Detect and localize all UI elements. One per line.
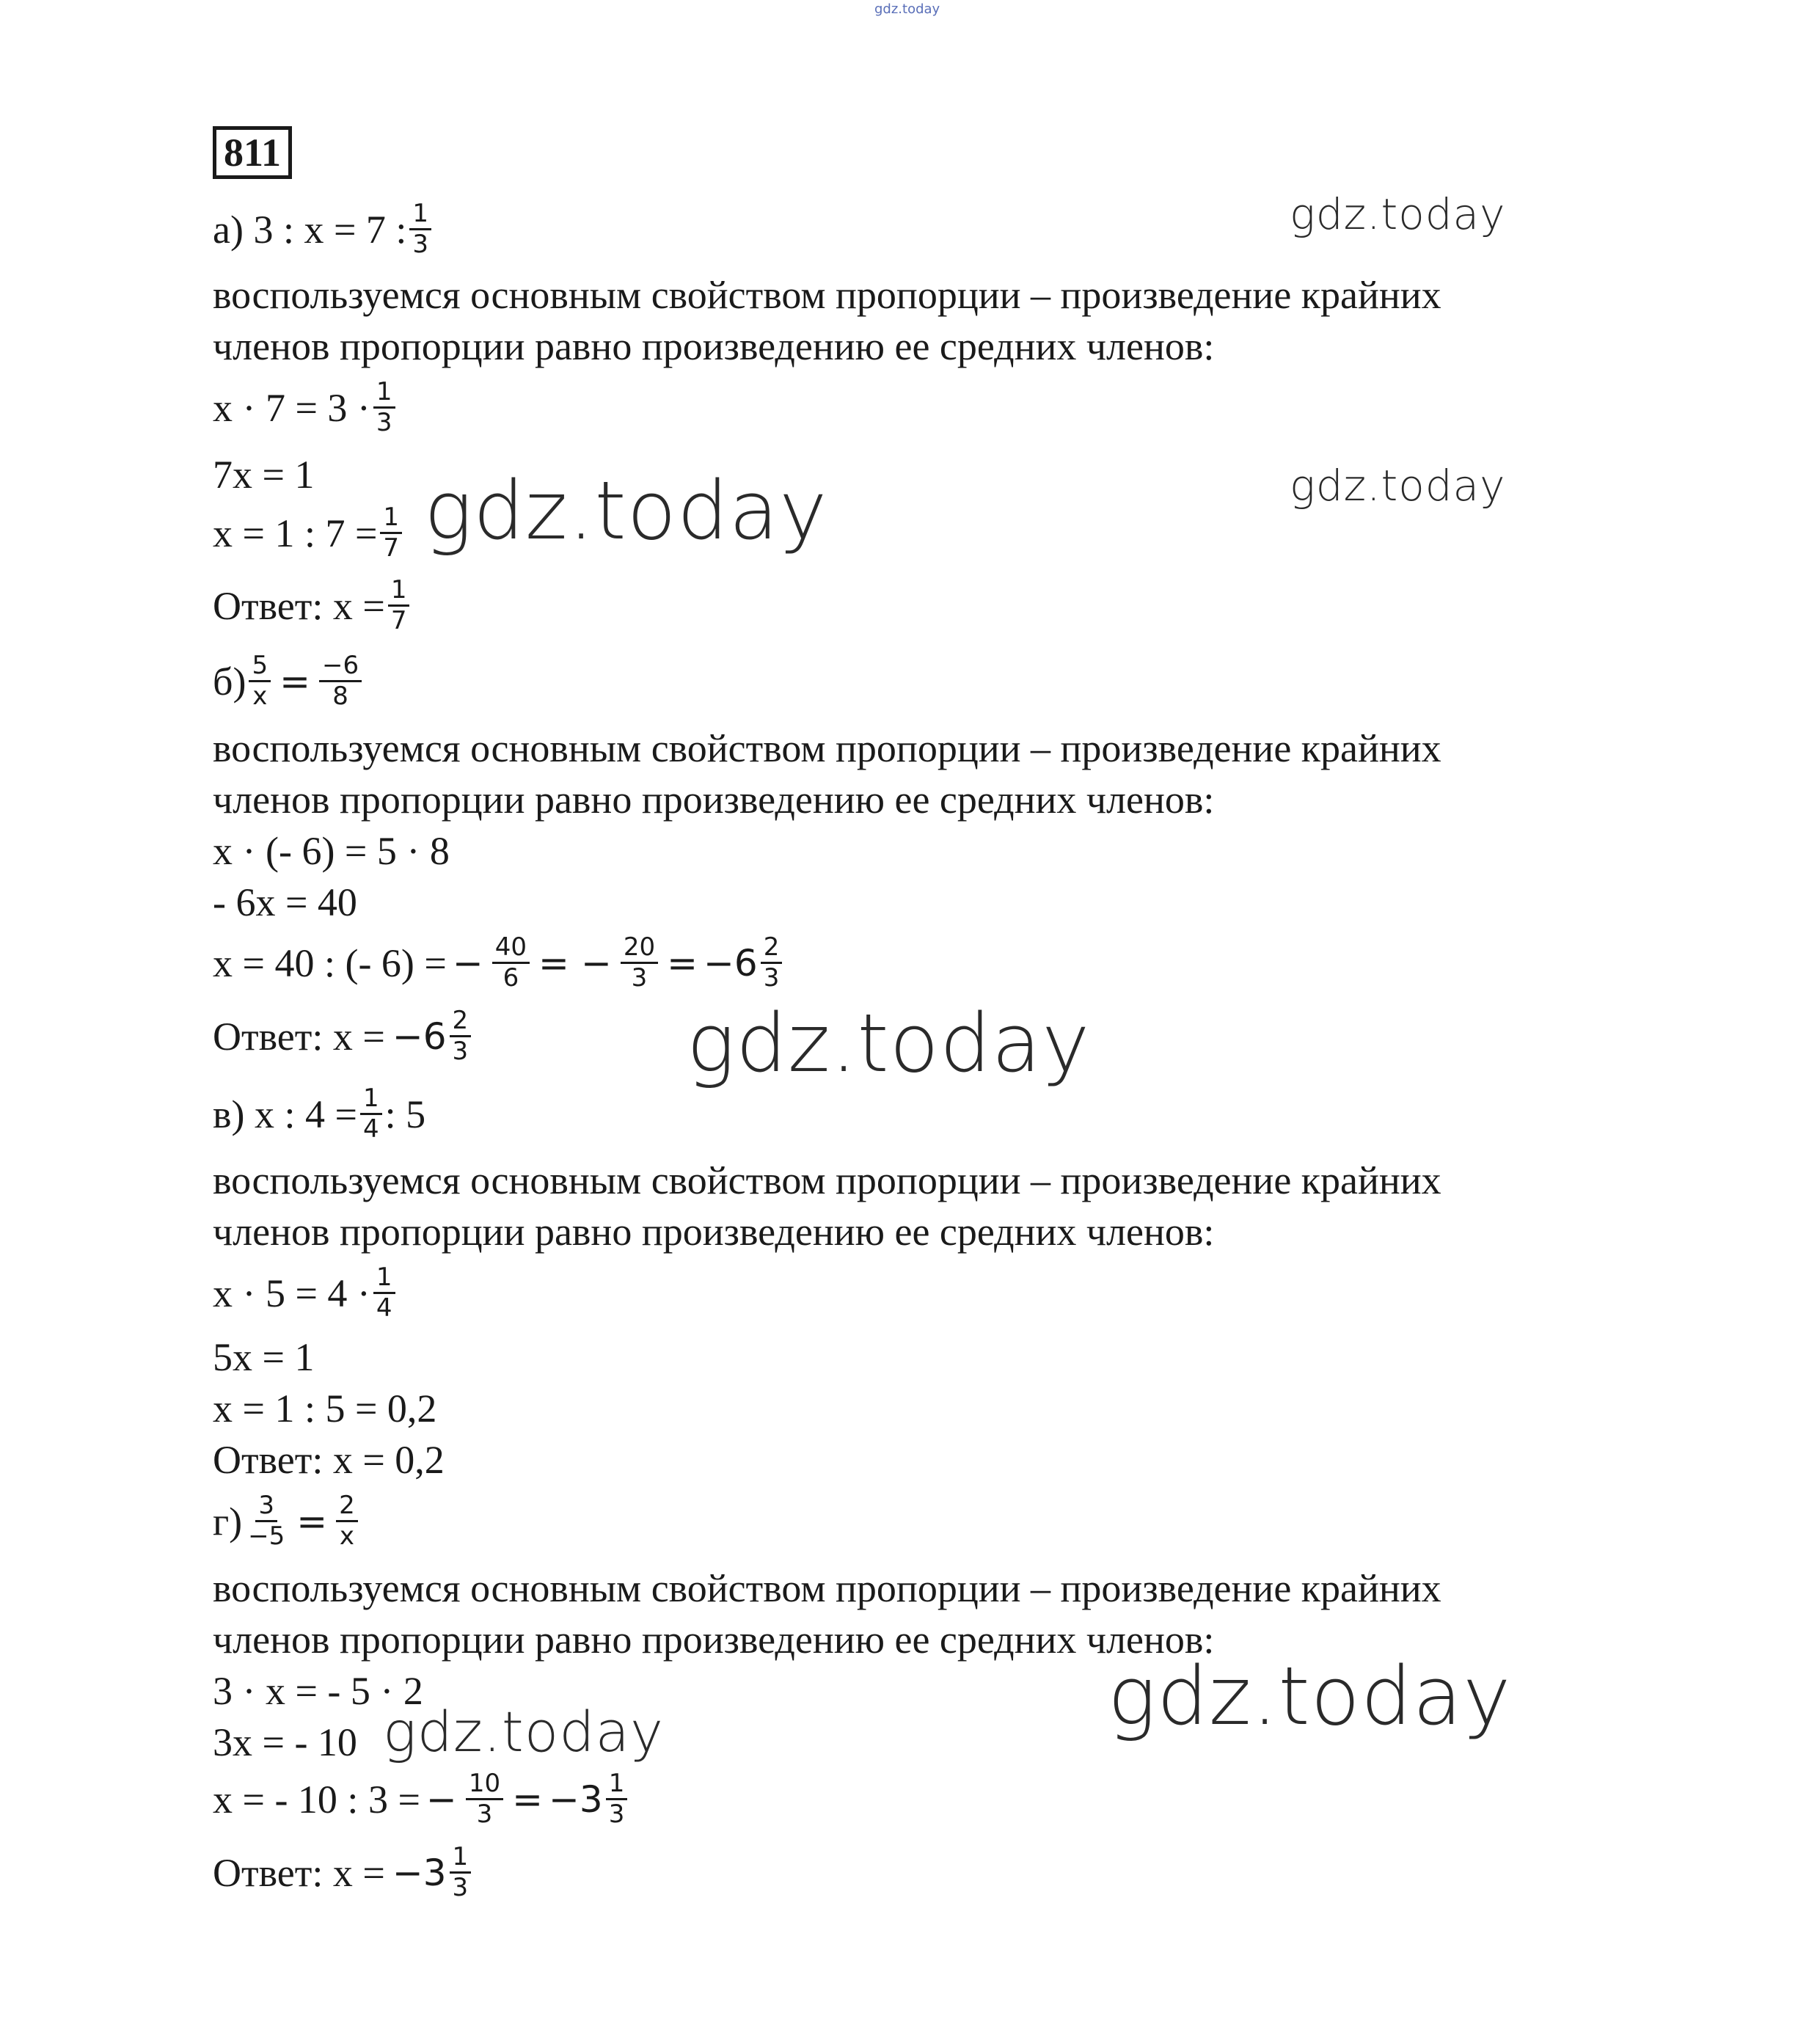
equation: x = 1 : 7 = $\frac{1}{7}$	[213, 503, 405, 563]
fraction: $\frac{20}{3}$	[621, 933, 658, 993]
property-text: воспользуемся основным свойством пропорции – произведение крайних	[213, 1158, 1441, 1202]
property-text: членов пропорции равно произведению ее средних членов:	[213, 778, 1215, 822]
part-b-condition: б) $\frac{5}{x}$ = $\frac{-6}{8}$	[213, 651, 365, 711]
property-text: членов пропорции равно произведению ее средних членов:	[213, 1210, 1215, 1254]
fraction: $\frac{1}{7}$	[388, 576, 410, 635]
mixed-number: −3 $\frac{1}{3}$	[549, 1769, 630, 1829]
answer: Ответ: x = −3 $\frac{1}{3}$	[213, 1843, 474, 1902]
fraction: $\frac{10}{3}$	[466, 1769, 503, 1829]
mixed-number: −3 $\frac{1}{3}$	[392, 1843, 474, 1902]
fraction: $\frac{1}{3}$	[373, 378, 395, 437]
answer: Ответ: x = $\frac{1}{7}$	[213, 576, 412, 635]
equation: 5x = 1	[213, 1335, 315, 1379]
part-a-label: а) 3 : x = 7 :	[213, 207, 407, 252]
property-text: воспользуемся основным свойством пропорции – произведение крайних	[213, 273, 1441, 317]
property-text: членов пропорции равно произведению ее средних членов:	[213, 324, 1215, 368]
watermark: gdz.today	[687, 996, 1091, 1090]
fraction: $\frac{1}{4}$	[360, 1084, 382, 1144]
equation: x · 5 = 4 · $\frac{1}{4}$	[213, 1263, 398, 1323]
watermark-top: gdz.today	[874, 1, 940, 17]
part-d-condition: г) $\frac{3}{-5}$ = $\frac{2}{x}$	[213, 1491, 361, 1551]
equation: x · 7 = 3 · $\frac{1}{3}$	[213, 378, 398, 437]
equation: 3x = - 10	[213, 1720, 357, 1764]
fraction: $\frac{40}{6}$	[492, 933, 530, 993]
watermark: gdz.today	[424, 464, 828, 558]
property-text: воспользуемся основным свойством пропорции – произведение крайних	[213, 726, 1441, 770]
part-c-condition: в) x : 4 = $\frac{1}{4}$ : 5	[213, 1084, 426, 1144]
answer: Ответ: x = 0,2	[213, 1438, 445, 1482]
watermark: gdz.today	[1290, 189, 1506, 239]
equation: x = 40 : (- 6) = − $\frac{40}{6}$ = − $\frac{20}{3}$ = −6 $\frac{2}{3}$	[213, 933, 785, 993]
mixed-number: −6 $\frac{2}{3}$	[703, 933, 785, 993]
fraction: $\frac{3}{-5}$	[248, 1491, 285, 1552]
property-text: членов пропорции равно произведению ее средних членов:	[213, 1618, 1215, 1662]
property-text: воспользуемся основным свойством пропорции – произведение крайних	[213, 1566, 1441, 1610]
watermark: gdz.today	[1108, 1649, 1512, 1743]
mixed-number: −6 $\frac{2}{3}$	[392, 1006, 474, 1066]
equation: 7x = 1	[213, 453, 315, 497]
fraction: $\frac{1}{3}$	[409, 200, 431, 259]
answer: Ответ: x = −6 $\frac{2}{3}$	[213, 1006, 474, 1066]
fraction: $\frac{1}{4}$	[373, 1263, 395, 1323]
fraction: $\frac{-6}{8}$	[319, 651, 362, 711]
equation: x · (- 6) = 5 · 8	[213, 829, 450, 873]
fraction: $\frac{1}{7}$	[380, 503, 402, 563]
watermark: gdz.today	[383, 1699, 664, 1764]
part-a-condition	[213, 200, 434, 259]
equation: 3 · x = - 5 · 2	[213, 1669, 423, 1713]
equation: x = - 10 : 3 = − $\frac{10}{3}$ = −3 $\frac{1}{3}$	[213, 1769, 630, 1829]
equation: - 6x = 40	[213, 880, 357, 924]
fraction: $\frac{2}{x}$	[336, 1491, 358, 1551]
watermark: gdz.today	[1290, 461, 1506, 511]
equation: x = 1 : 5 = 0,2	[213, 1386, 437, 1431]
fraction: $\frac{5}{x}$	[249, 651, 271, 711]
task-number: 811	[213, 126, 292, 179]
